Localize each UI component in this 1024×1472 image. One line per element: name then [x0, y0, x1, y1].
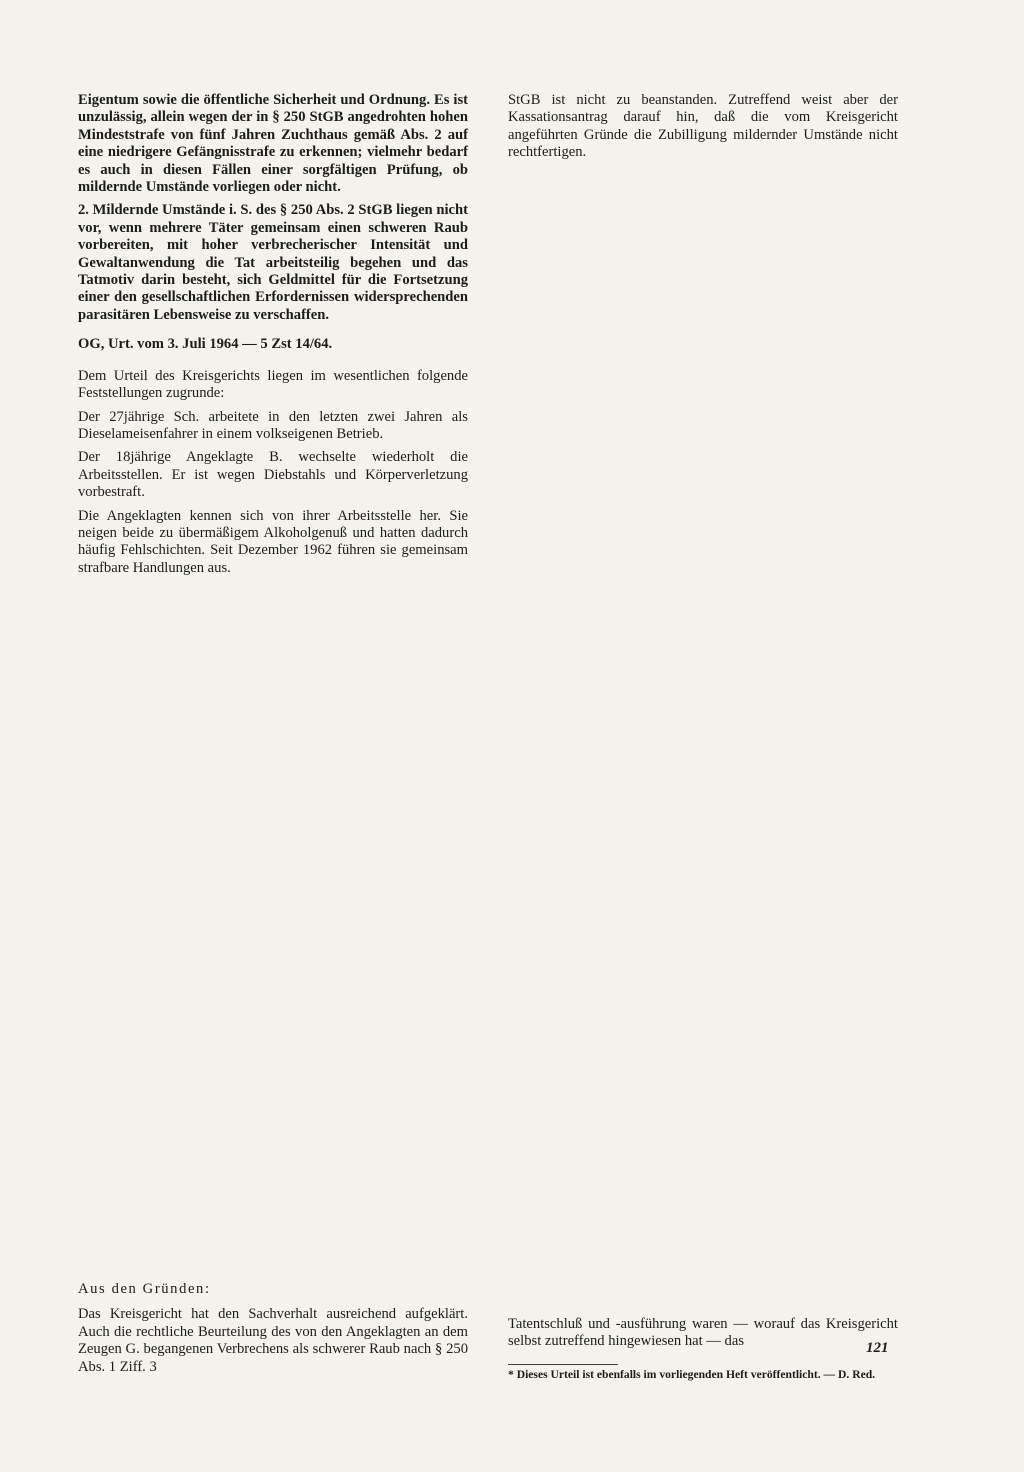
untranscribed-gap: [508, 168, 898, 1316]
right-column: [508, 92, 898, 1382]
untranscribed-gap: [78, 583, 468, 1271]
headnote-1: Eigentum sowie die öffentliche Sicherheit und Ordnung. Es ist unzulässig, allein wegen der in § 250 StGB angedrohten hohen Mindeststrafe von fünf Jahren Zuchthaus gemäß Abs. 2 auf eine niedrigere Gefängnisstrafe zu erkennen; vielmehr bedarf es auch in diesen Fällen einer sorgfältigen Prüfung, ob mildernde Umstände vorliegen oder nicht.: [78, 92, 468, 196]
paragraph: StGB ist nicht zu beanstanden. Zutreffend weist aber der Kassationsantrag darauf hin, daß die vom Kreisgericht angeführten Gründe die Zubilligung mildernder Umstände nicht rechtfertigen.: [508, 92, 898, 161]
paragraph: Die Angeklagten kennen sich von ihrer Arbeitsstelle her. Sie neigen beide zu übermäßigem Alkoholgenuß und hatten dadurch häufig Fehlschichten. Seit Dezember 1962 führen sie gemeinsam strafbare Handlungen aus.: [78, 507, 468, 576]
headnote-2: 2. Mildernde Umstände i. S. des § 250 Abs. 2 StGB liegen nicht vor, wenn mehrere Täter gemeinsam einen schweren Raub vorbereiten, mit hoher verbrecherischer Intensität und Gewaltanwendung die Tat arbeitsteilig begehen und das Tatmotiv darin besteht, sich Geldmittel für die Fortsetzung einer den gesellschaftlichen Erfordernissen widersprechenden parasitären Lebensweise zu verschaffen.: [78, 202, 468, 323]
citation: OG, Urt. vom 3. Juli 1964 — 5 Zst 14/64.: [78, 336, 333, 353]
paragraph: Der 18jährige Angeklagte B. wechselte wiederholt die Arbeitsstellen. Er ist wegen Diebstahls und Körperverletzung vorbestraft.: [78, 449, 468, 501]
footnote-rule: [508, 1364, 618, 1365]
section-heading: Aus den Gründen:: [78, 1281, 211, 1298]
page-number: 121: [866, 1340, 889, 1356]
paragraph: Tatentschluß und -ausführung waren — worauf das Kreisgericht selbst zutreffend hingewiesen hat — das: [508, 1315, 898, 1349]
document-page: [78, 92, 898, 1382]
left-column: [78, 92, 468, 1382]
footnote: * Dieses Urteil ist ebenfalls im vorliegenden Heft veröffentlicht. — D. Red.: [508, 1368, 876, 1382]
paragraph: Dem Urteil des Kreisgerichts liegen im wesentlichen folgende Feststellungen zugrunde:: [78, 367, 468, 402]
paragraph: Das Kreisgericht hat den Sachverhalt ausreichend aufgeklärt. Auch die rechtliche Beurteilung des von den Angeklagten an dem Zeugen G. begangenen Verbrechens als schwerer Raub nach § 250 Abs. 1 Ziff. 3: [78, 1306, 468, 1375]
paragraph: Der 27jährige Sch. arbeitete in den letzten zwei Jahren als Dieselameisenfahrer in einem volkseigenen Betrieb.: [78, 408, 468, 442]
